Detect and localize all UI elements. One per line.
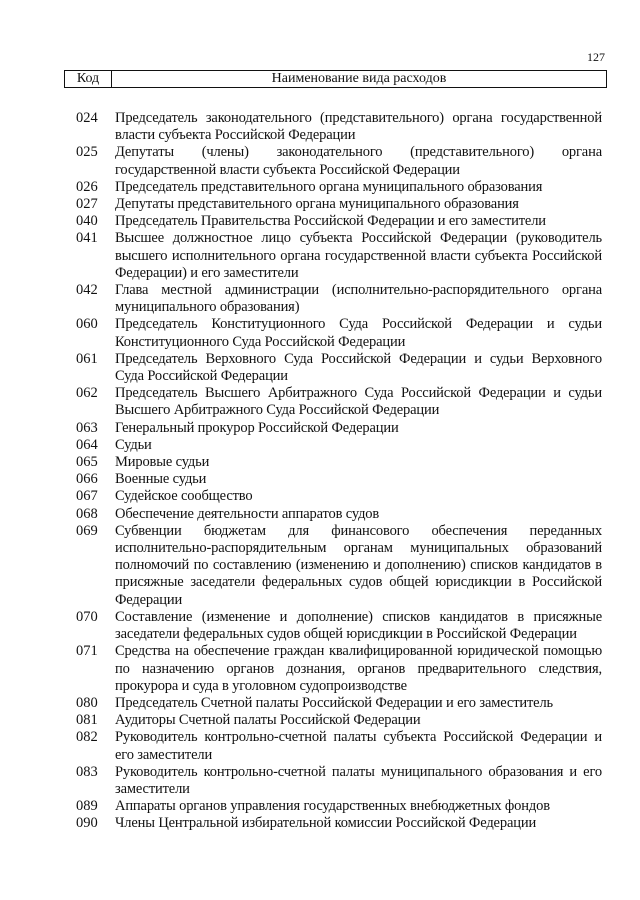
row-description: Высшее должностное лицо субъекта Российской Федерации (руководитель высшего исполнительного органа государственной власти субъекта Российской Федерации) и его заместители xyxy=(115,230,602,281)
row-code: 064 xyxy=(76,436,98,453)
row-code: 082 xyxy=(76,729,98,746)
table-row xyxy=(0,815,640,832)
row-description: Руководитель контрольно-счетной палаты муниципального образования и его заместители xyxy=(115,763,602,797)
header-code-label: Код xyxy=(65,71,112,87)
row-description: Генеральный прокурор Российской Федерации xyxy=(115,419,399,436)
row-code: 042 xyxy=(76,282,98,299)
row-code: 071 xyxy=(76,643,98,660)
row-description: Председатель Счетной палаты Российской Федерации и его заместитель xyxy=(115,694,554,711)
table-row xyxy=(0,643,640,695)
row-description: Аудиторы Счетной палаты Российской Федерации xyxy=(115,712,421,729)
row-code: 024 xyxy=(76,110,98,126)
table-row xyxy=(0,282,640,316)
row-code: 040 xyxy=(76,213,98,230)
table-row xyxy=(0,695,640,712)
table-row xyxy=(0,729,640,763)
table-row xyxy=(0,351,640,385)
row-code: 027 xyxy=(76,196,98,213)
row-code: 090 xyxy=(76,815,98,832)
table-row xyxy=(0,230,640,282)
row-code: 080 xyxy=(76,694,98,711)
table-row xyxy=(0,213,640,230)
table-row xyxy=(0,609,640,643)
row-description: Мировые судьи xyxy=(115,454,210,471)
row-code: 061 xyxy=(76,350,98,367)
row-code: 089 xyxy=(76,798,98,815)
table-row xyxy=(0,471,640,488)
row-description: Военные судьи xyxy=(115,471,207,488)
row-code: 068 xyxy=(76,505,98,522)
row-description: Руководитель контрольно-счетной палаты субъекта Российской Федерации и его заместители xyxy=(115,729,602,763)
table-row xyxy=(0,488,640,505)
row-code: 065 xyxy=(76,454,98,471)
row-description: Члены Центральной избирательной комиссии Российской Федерации xyxy=(115,815,537,832)
row-description: Председатель Верховного Суда Российской Федерации и судьи Верховного Суда Российской Федерации xyxy=(115,350,602,385)
table-row xyxy=(0,523,640,609)
table-row xyxy=(0,454,640,471)
row-description: Председатель Конституционного Суда Российской Федерации и судьи Конституционного Суда Российской Федерации xyxy=(115,316,602,350)
row-code: 063 xyxy=(76,419,98,436)
row-description: Судейское сообщество xyxy=(115,488,253,505)
row-description: Субвенции бюджетам для финансового обеспечения переданных исполнительно-распорядительным органам муниципальных образований полномочий по составлению (изменению и дополнению) списков кандидатов в присяжные заседатели федеральных судов общей юрисдикции в Российской Федерации xyxy=(115,522,602,608)
table-row xyxy=(0,196,640,213)
row-description: Депутаты представительного органа муниципального образования xyxy=(115,196,519,213)
row-code: 081 xyxy=(76,712,98,729)
header-name-label: Наименование вида расходов xyxy=(271,71,447,86)
table-row xyxy=(0,110,640,144)
row-code: 062 xyxy=(76,385,98,402)
row-description: Депутаты (члены) законодательного (представительного) органа государственной власти субъекта Российской Федерации xyxy=(115,144,602,178)
table-row xyxy=(0,437,640,454)
row-code: 069 xyxy=(76,522,98,539)
row-description: Председатель законодательного (представительного) органа государственной власти субъекта Российской Федерации xyxy=(115,110,602,144)
table-row xyxy=(0,764,640,798)
row-description: Судьи xyxy=(115,436,152,453)
row-description: Председатель Высшего Арбитражного Суда Российской Федерации и судьи Высшего Арбитражного Суда Российской Федерации xyxy=(115,385,602,419)
table-row xyxy=(0,144,640,178)
table-header xyxy=(64,70,607,88)
row-code: 041 xyxy=(76,230,98,247)
row-description: Обеспечение деятельности аппаратов судов xyxy=(115,505,380,522)
table-row xyxy=(0,316,640,350)
row-code: 070 xyxy=(76,608,98,625)
table-row xyxy=(0,506,640,523)
row-description: Председатель представительного органа муниципального образования xyxy=(115,178,543,195)
expense-type-list xyxy=(0,110,640,833)
table-row xyxy=(0,420,640,437)
table-row xyxy=(0,385,640,419)
page-number: 127 xyxy=(587,50,605,64)
row-code: 067 xyxy=(76,488,98,505)
table-row xyxy=(0,712,640,729)
row-description: Средства на обеспечение граждан квалифицированной юридической помощью по назначению органов дознания, органов предварительного следствия, прокурора и суда в уголовном судопроизводстве xyxy=(115,643,602,694)
row-code: 066 xyxy=(76,471,98,488)
row-code: 026 xyxy=(76,178,98,195)
row-description: Председатель Правительства Российской Федерации и его заместители xyxy=(115,213,546,230)
row-description: Аппараты органов управления государственных внебюджетных фондов xyxy=(115,798,550,815)
row-description: Глава местной администрации (исполнительно-распорядительного органа муниципального образования) xyxy=(115,282,602,316)
row-code: 083 xyxy=(76,763,98,780)
row-description: Составление (изменение и дополнение) списков кандидатов в присяжные заседатели федеральных судов общей юрисдикции в Российской Федерации xyxy=(115,608,602,643)
table-row xyxy=(0,798,640,815)
table-row xyxy=(0,179,640,196)
row-code: 060 xyxy=(76,316,98,333)
row-code: 025 xyxy=(76,144,98,161)
